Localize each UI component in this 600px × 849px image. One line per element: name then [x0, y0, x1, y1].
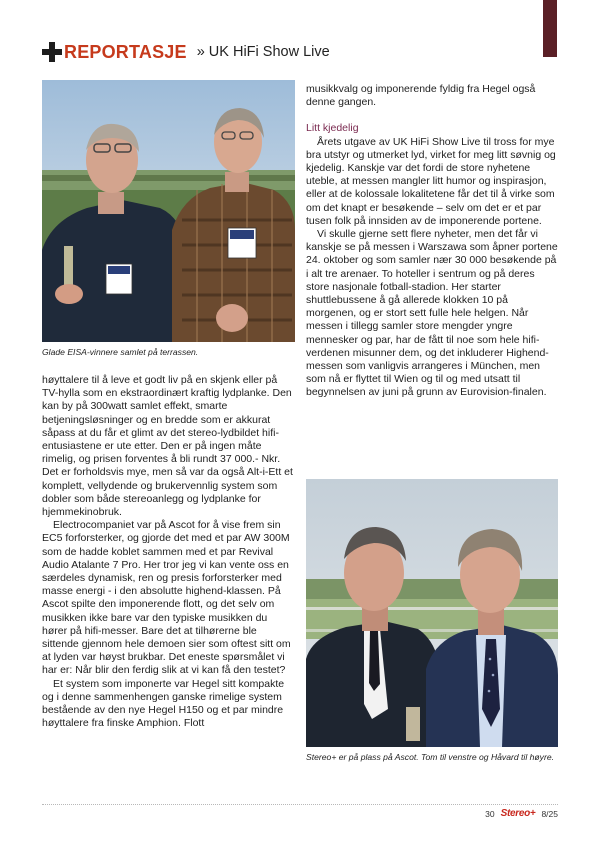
section-title: REPORTASJE: [64, 41, 187, 62]
subheading: Litt kjedelig: [306, 122, 359, 135]
photo-stereo-team: [306, 479, 558, 747]
section-header: [42, 41, 330, 63]
paragraph: Vi skulle gjerne sett flere nyheter, men det får vi kanskje se på messen i Warszawa som åpner portene 24. oktober og som samler nær 30 000 besøkende på i alt tre arenaer. To hoteller i sentrum og på deres store nasjonale fotball-stadion. Her starter shuttlebussene å gå allerede klokken 10 på morgenen, og er stort sett fulle hele helgen. Når messen i tillegg samler store mengder yngre mennesker og par, har de fått til noe som hele hifi-verdenen misunner dem, og det inkluderer Highend-messen som vanligvis arrangeres i München, men som nå er flyttet til Wien og til og med utsatt til begynnelsen av juni på grunn av Eurovision-finalen.: [306, 228, 558, 399]
right-column: [306, 83, 559, 400]
footer-divider: [42, 804, 558, 805]
paragraph: musikkvalg og imponerende fyldig fra Hegel også denne gangen.: [306, 83, 536, 109]
paragraph: Electrocompaniet var på Ascot for å vise frem sin EC5 forforsterker, og gjorde det med et par AW 300M som de hadde koblet sammen med et par Revival Audio Atalante 7 Pro. Her tror jeg vi kan vente oss en særdeles dynamisk, ren og presis forforsterker med masse energi - i den absolutte highend-klassen. På Ascot spilte den imponerende flott, og det selv om musikken ikke bare var den typiske musikken du hører på hifi-messer. Bare det at tilhørerne ble sittende gjennom hele demoen sier som oftest sitt om at lyden var høyst brukbar. Det eneste spørsmålet vi har er: Når blir den ferdig slik at vi kan få den testet?: [42, 519, 291, 677]
paragraph: høyttalere til å leve et godt liv på en skjenk eller på TV-hylla som en ekstraordinært kraftig lydplanke. Den kan by på 300watt samlet effekt, smarte betjeningsløsninger og en bredde som er akkurat såpass at du får et glimt av det stereo-lydbildet hifi-entusiastene er ute etter. Den er på ingen måte rimelig, og prisen forventes å bli rundt 37 000.- Nkr. Det er forholdsvis mye, men så var da også Alt-i-Ett et komplett, vellydende og brukervennlig system som dobler som både stereoanlegg og lydplanke for hjemmekinobruk.: [42, 374, 293, 519]
left-column: [42, 374, 295, 730]
plus-icon: [42, 42, 62, 62]
page-footer: [485, 808, 558, 819]
page-number: 30: [485, 808, 495, 819]
magazine-logo: Stereo+: [500, 808, 536, 819]
breadcrumb: » UK HiFi Show Live: [196, 44, 330, 60]
photo-caption-bottom: Stereo+ er på plass på Ascot. Tom til venstre og Håvard til høyre.: [306, 752, 554, 762]
issue-number: 8/25: [541, 808, 558, 819]
paragraph: Årets utgave av UK HiFi Show Live til tross for mye bra utstyr og utmerket lyd, virket for meg litt søvnig og kjedelig. Kanskje var det fordi de store nyhetene uteble, at messen mangler litt humor og inspirasjon, eller at de kolossale lokalitetene får det til å virke som om det knapt er besøkende – selv om det er et par tusen folk på innsiden av de imponerende portene.: [306, 135, 556, 227]
paragraph: Et system som imponerte var Hegel sitt kompakte og i denne sammenhengen ganske rimelige system bestående av den nye Hegel H150 og et par mindre høyttalere fra finske Amphion. Flott: [42, 677, 285, 730]
photo-eisa-winners: [42, 80, 295, 342]
photo-caption-top: Glade EISA-vinnere samlet på terrassen.: [42, 347, 199, 357]
corner-tab: [543, 0, 557, 57]
